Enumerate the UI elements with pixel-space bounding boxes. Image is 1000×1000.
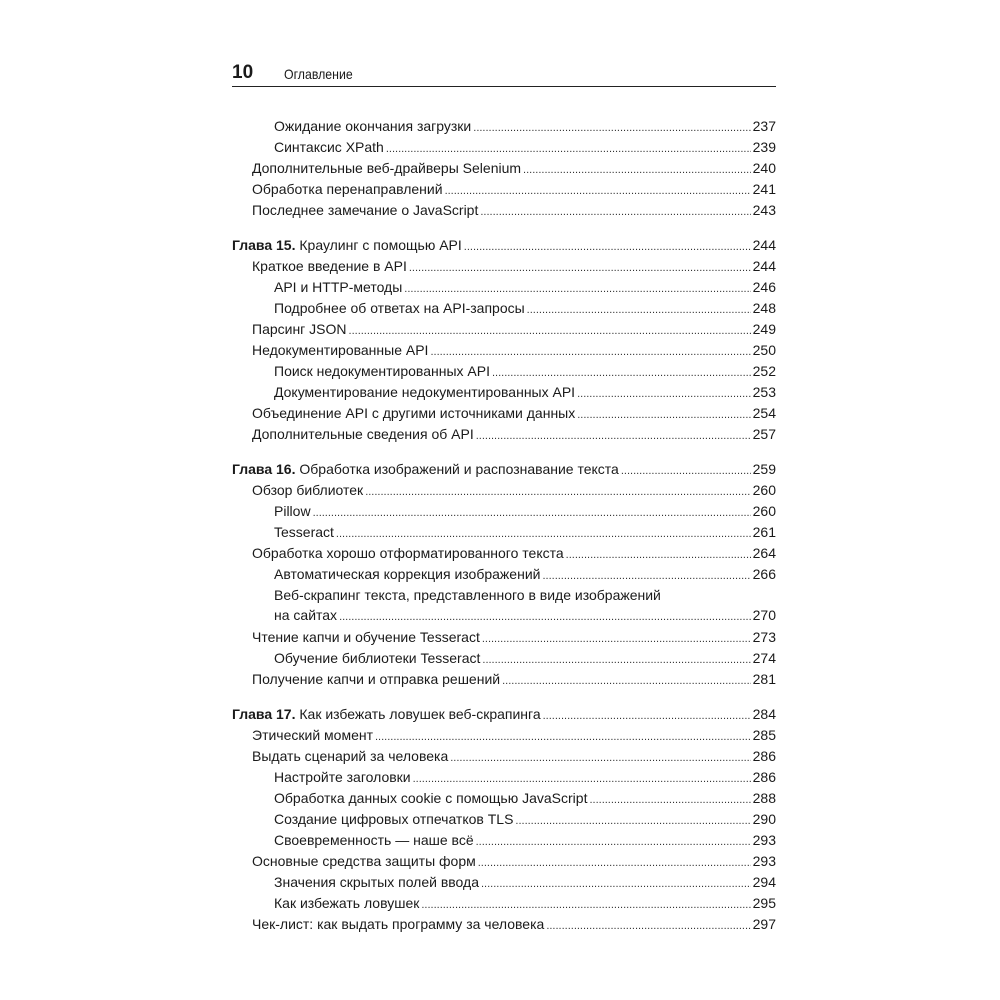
toc-page-number: 240	[752, 160, 776, 176]
toc-entry-title: API и HTTP-методы	[274, 279, 403, 295]
toc-entry-row	[252, 256, 776, 278]
toc-entry-title: Обзор библиотек	[252, 482, 364, 498]
toc-entry	[232, 648, 776, 668]
toc-page-number: 243	[752, 202, 776, 218]
toc-entry-title: Ожидание окончания загрузки	[274, 118, 472, 134]
toc-entry	[232, 298, 776, 318]
toc-page-number: 285	[752, 727, 776, 743]
leader-dots	[336, 524, 751, 544]
toc-entry	[232, 872, 776, 892]
leader-dots	[375, 727, 751, 747]
leader-dots	[445, 181, 751, 201]
toc-entry-row	[252, 200, 776, 222]
running-title: Оглавление	[284, 66, 353, 82]
leader-dots	[492, 363, 751, 383]
toc-entry-title-line1: Веб-скрапинг текста, представленного в виде изображений	[274, 587, 661, 603]
toc-entry-row	[252, 403, 776, 425]
toc-entry-row	[252, 424, 776, 446]
leader-dots	[476, 426, 751, 446]
leader-dots	[480, 202, 750, 222]
toc-entry-title: Недокументированные API	[252, 342, 429, 358]
toc-entry-row	[274, 382, 776, 404]
leader-dots	[482, 629, 751, 649]
toc-page-number: 294	[752, 874, 776, 890]
leader-dots	[478, 853, 751, 873]
toc-entry	[232, 788, 776, 808]
toc-entry-row	[274, 648, 776, 670]
toc-page-number: 273	[752, 629, 776, 645]
leader-dots	[577, 384, 751, 404]
toc-entry	[232, 382, 776, 402]
leader-dots	[482, 650, 750, 670]
leader-dots	[349, 321, 751, 341]
toc-entry	[232, 403, 776, 423]
toc-entry-title: Документирование недокументированных API	[274, 384, 576, 400]
toc-entry	[232, 522, 776, 542]
toc-entry-title: Чтение капчи и обучение Tesseract	[252, 629, 480, 645]
leader-dots	[413, 769, 751, 789]
toc-entry-title: Pillow	[274, 503, 311, 519]
toc-page-number: 293	[752, 853, 776, 869]
toc-entry-row	[252, 914, 776, 936]
leader-dots	[589, 790, 750, 810]
toc-entry-title: Глава 17. Как избежать ловушек веб-скрапинга	[232, 706, 541, 722]
toc-entry-row	[274, 893, 776, 915]
toc-entry-row	[232, 459, 776, 481]
toc-page-number: 286	[752, 748, 776, 764]
toc-page-number: 274	[752, 650, 776, 666]
toc-entry	[232, 480, 776, 500]
toc-page-number: 281	[752, 671, 776, 687]
page-header	[232, 62, 776, 87]
toc-entry-row	[252, 179, 776, 201]
chapter-label: Глава 16.	[232, 461, 296, 477]
toc-entry	[232, 564, 776, 584]
toc-page-number: 248	[752, 300, 776, 316]
leader-dots	[313, 503, 751, 523]
leader-dots	[450, 748, 750, 768]
toc-entry-title: Обработка данных cookie с помощью JavaScript	[274, 790, 588, 806]
toc-entry-title: на сайтах	[274, 607, 338, 623]
toc-entry	[232, 725, 776, 745]
leader-dots	[421, 895, 750, 915]
toc-entry-title: Создание цифровых отпечатков TLS	[274, 811, 514, 827]
toc-entry-title: Парсинг JSON	[252, 321, 347, 337]
toc-page-number: 288	[752, 790, 776, 806]
toc-entry	[232, 256, 776, 276]
toc-entry	[232, 851, 776, 871]
toc-entry	[232, 179, 776, 199]
toc-entry-row	[274, 501, 776, 523]
toc-entry-row	[274, 137, 776, 159]
toc-entry-row	[252, 851, 776, 873]
toc-entry-title: Получение капчи и отправка решений	[252, 671, 501, 687]
toc-page-number: 290	[752, 811, 776, 827]
toc-entry	[232, 424, 776, 444]
toc-entry	[232, 501, 776, 521]
toc-entry-row	[252, 543, 776, 565]
toc-entry-row	[274, 767, 776, 789]
toc-entry-row	[252, 627, 776, 649]
toc-entry-title: Обработка хорошо отформатированного текста	[252, 545, 564, 561]
toc-page-number: 244	[752, 237, 776, 253]
toc-entry	[232, 361, 776, 381]
toc-page-number: 253	[752, 384, 776, 400]
toc-page-number: 260	[752, 503, 776, 519]
toc-entry	[232, 704, 776, 724]
toc-entry	[232, 235, 776, 255]
toc-entry-row	[274, 605, 776, 627]
toc-entry	[232, 893, 776, 913]
toc-entry-row	[274, 277, 776, 299]
leader-dots	[502, 671, 751, 691]
toc-entry-title: Чек-лист: как выдать программу за человека	[252, 916, 545, 932]
leader-dots	[473, 118, 750, 138]
toc-entry	[232, 340, 776, 360]
toc-page-number: 241	[752, 181, 776, 197]
toc-page-number: 244	[752, 258, 776, 274]
toc-entry	[232, 116, 776, 136]
leader-dots	[339, 607, 751, 627]
toc-entry	[232, 158, 776, 178]
toc-page-number: 295	[752, 895, 776, 911]
toc-page-number: 239	[752, 139, 776, 155]
leader-dots	[464, 237, 751, 257]
leader-dots	[476, 832, 751, 852]
toc-page-number: 249	[752, 321, 776, 337]
toc-page-number: 261	[752, 524, 776, 540]
toc-entry-title: Глава 15. Краулинг с помощью API	[232, 237, 462, 253]
toc-entry-row	[252, 319, 776, 341]
leader-dots	[543, 706, 751, 726]
toc-page-number: 254	[752, 405, 776, 421]
toc-entry-title: Обработка перенаправлений	[252, 181, 443, 197]
toc-entry	[232, 830, 776, 850]
toc-entry-row	[274, 564, 776, 586]
leader-dots	[430, 342, 750, 362]
toc-entry	[232, 767, 776, 787]
toc-entry-row	[232, 235, 776, 257]
toc-entry-row	[274, 830, 776, 852]
leader-dots	[527, 300, 751, 320]
toc-page-number: 270	[752, 607, 776, 623]
toc-page-number: 260	[752, 482, 776, 498]
toc-entry	[232, 585, 776, 627]
toc-entry-title: Поиск недокументированных API	[274, 363, 490, 379]
toc-entry-title: Своевременность — наше всё	[274, 832, 474, 848]
toc-entry-row	[252, 158, 776, 180]
toc-entry-title: Tesseract	[274, 524, 334, 540]
toc-entry-row	[252, 725, 776, 747]
leader-dots	[404, 279, 750, 299]
toc-page-number: 250	[752, 342, 776, 358]
leader-dots	[481, 874, 751, 894]
toc-entry-row	[252, 480, 776, 502]
toc-entry-row	[274, 872, 776, 894]
toc-entry-title: Краткое введение в API	[252, 258, 407, 274]
toc-entry-title: Объединение API с другими источниками данных	[252, 405, 576, 421]
toc-page-number: 293	[752, 832, 776, 848]
leader-dots	[386, 139, 751, 159]
toc-entry-title: Значения скрытых полей ввода	[274, 874, 479, 890]
toc-entry	[232, 200, 776, 220]
toc-entry-row	[252, 746, 776, 768]
toc-entry-title: Настройте заголовки	[274, 769, 411, 785]
leader-dots	[523, 160, 751, 180]
leader-dots	[621, 461, 751, 481]
toc-page-number: 266	[752, 566, 776, 582]
toc-entry-title: Как избежать ловушек	[274, 895, 420, 911]
leader-dots	[542, 566, 750, 586]
toc-entry-row	[274, 522, 776, 544]
toc-entry-row	[274, 788, 776, 810]
toc-entry-title: Обучение библиотеки Tesseract	[274, 650, 481, 666]
toc-entry-title: Автоматическая коррекция изображений	[274, 566, 541, 582]
toc-page-number: 252	[752, 363, 776, 379]
chapter-label: Глава 15.	[232, 237, 296, 253]
toc-page-number: 297	[752, 916, 776, 932]
toc-entry	[232, 319, 776, 339]
toc-entry-row	[252, 340, 776, 362]
toc-entry	[232, 543, 776, 563]
toc-entry-title: Основные средства защиты форм	[252, 853, 476, 869]
toc-entry-row	[274, 809, 776, 831]
leader-dots	[566, 545, 751, 565]
leader-dots	[365, 482, 750, 502]
toc-entry-title: Последнее замечание о JavaScript	[252, 202, 479, 218]
toc-entry	[232, 277, 776, 297]
leader-dots	[515, 811, 750, 831]
chapter-label: Глава 17.	[232, 706, 296, 722]
toc-page-number: 257	[752, 426, 776, 442]
toc-entry-title: Этический момент	[252, 727, 373, 743]
toc-entry	[232, 627, 776, 647]
toc-entry-row	[252, 669, 776, 691]
leader-dots	[546, 916, 750, 936]
toc-entry	[232, 459, 776, 479]
toc-entry	[232, 669, 776, 689]
toc-entry-title: Синтаксис XPath	[274, 139, 384, 155]
toc-entry-row	[232, 704, 776, 726]
toc-entry-title: Глава 16. Обработка изображений и распознавание текста	[232, 461, 619, 477]
toc-entry	[232, 809, 776, 829]
toc-entry-row	[274, 361, 776, 383]
toc-entry-row	[274, 116, 776, 138]
leader-dots	[409, 258, 751, 278]
page-number: 10	[232, 62, 254, 83]
toc-entry	[232, 746, 776, 766]
toc-page-number: 259	[752, 461, 776, 477]
toc-entry	[232, 914, 776, 934]
toc-page-number: 284	[752, 706, 776, 722]
toc-entry	[232, 137, 776, 157]
leader-dots	[577, 405, 750, 425]
toc-entry-title: Дополнительные веб-драйверы Selenium	[252, 160, 522, 176]
toc-page-number: 237	[752, 118, 776, 134]
toc-page-number: 246	[752, 279, 776, 295]
toc-entry-title: Дополнительные сведения об API	[252, 426, 474, 442]
toc-page-number: 264	[752, 545, 776, 561]
toc-page-number: 286	[752, 769, 776, 785]
toc-entry-row	[274, 298, 776, 320]
toc-entry-title: Подробнее об ответах на API-запросы	[274, 300, 525, 316]
toc-entry-title: Выдать сценарий за человека	[252, 748, 449, 764]
